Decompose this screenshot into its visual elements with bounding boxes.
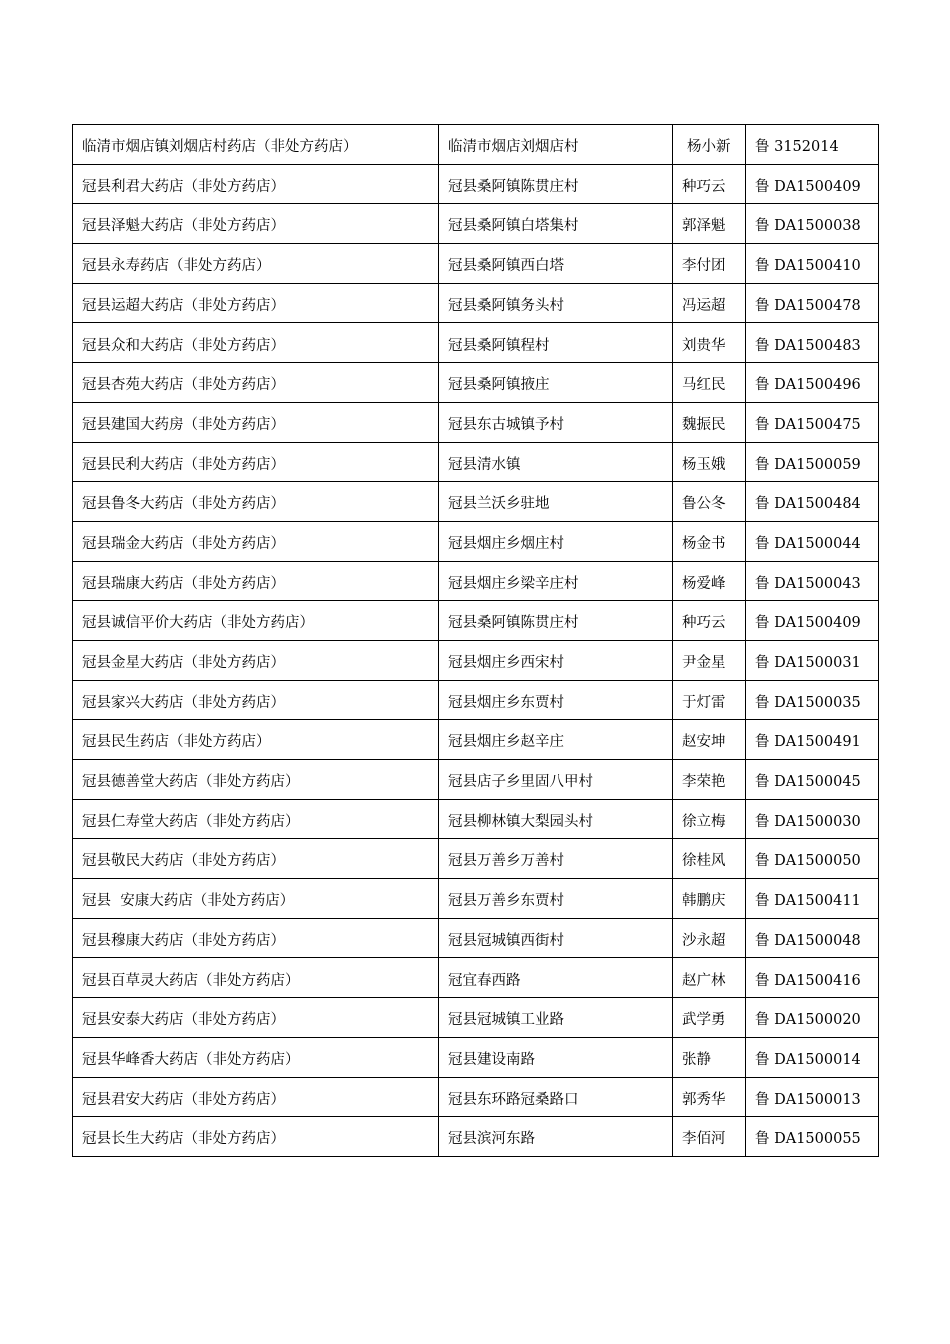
- address-cell: 冠县兰沃乡驻地: [439, 482, 673, 522]
- table-row: [73, 720, 879, 760]
- address-cell: 冠宜春西路: [439, 958, 673, 998]
- pharmacy-name-cell: 冠县建国大药房（非处方药店）: [73, 402, 439, 442]
- table-row: [73, 640, 879, 680]
- responsible-person-cell: 杨玉娥: [673, 442, 746, 482]
- table-row: [73, 323, 879, 363]
- license-number-cell: 鲁 DA1500484: [746, 482, 879, 522]
- table-row: [73, 680, 879, 720]
- address-cell: 冠县滨河东路: [439, 1117, 673, 1157]
- pharmacy-name-cell: 冠县瑞金大药店（非处方药店）: [73, 521, 439, 561]
- responsible-person-cell: 赵安坤: [673, 720, 746, 760]
- responsible-person-cell: 于灯雷: [673, 680, 746, 720]
- license-number-cell: 鲁 DA1500044: [746, 521, 879, 561]
- table-row: [73, 839, 879, 879]
- pharmacy-name-cell: 冠县家兴大药店（非处方药店）: [73, 680, 439, 720]
- license-number-cell: 鲁 DA1500483: [746, 323, 879, 363]
- pharmacy-name-cell: 冠县民利大药店（非处方药店）: [73, 442, 439, 482]
- pharmacy-name-cell: 冠县杏苑大药店（非处方药店）: [73, 363, 439, 403]
- table-row: [73, 244, 879, 284]
- license-number-cell: 鲁 DA1500409: [746, 601, 879, 641]
- license-number-cell: 鲁 DA1500475: [746, 402, 879, 442]
- address-cell: 冠县清水镇: [439, 442, 673, 482]
- responsible-person-cell: 尹金星: [673, 640, 746, 680]
- pharmacy-table: [72, 124, 879, 1157]
- pharmacy-name-cell: 冠县长生大药店（非处方药店）: [73, 1117, 439, 1157]
- address-cell: 冠县万善乡东贾村: [439, 879, 673, 919]
- table-row: [73, 1077, 879, 1117]
- address-cell: 冠县桑阿镇陈贯庄村: [439, 601, 673, 641]
- table-row: [73, 561, 879, 601]
- responsible-person-cell: 李付团: [673, 244, 746, 284]
- pharmacy-name-cell: 冠县利君大药店（非处方药店）: [73, 164, 439, 204]
- responsible-person-cell: 郭秀华: [673, 1077, 746, 1117]
- table-row: [73, 521, 879, 561]
- address-cell: 冠县建设南路: [439, 1037, 673, 1077]
- table-row: [73, 601, 879, 641]
- pharmacy-name-cell: 冠县德善堂大药店（非处方药店）: [73, 760, 439, 800]
- license-number-cell: 鲁 DA1500050: [746, 839, 879, 879]
- address-cell: 冠县万善乡万善村: [439, 839, 673, 879]
- license-number-cell: 鲁 DA1500043: [746, 561, 879, 601]
- table-row: [73, 958, 879, 998]
- responsible-person-cell: 冯运超: [673, 283, 746, 323]
- license-number-cell: 鲁 DA1500491: [746, 720, 879, 760]
- pharmacy-name-cell: 冠县穆康大药店（非处方药店）: [73, 918, 439, 958]
- table-row: [73, 402, 879, 442]
- table-row: [73, 998, 879, 1038]
- responsible-person-cell: 徐立梅: [673, 799, 746, 839]
- pharmacy-name-cell: 冠县运超大药店（非处方药店）: [73, 283, 439, 323]
- address-cell: 冠县烟庄乡西宋村: [439, 640, 673, 680]
- responsible-person-cell: 种巧云: [673, 601, 746, 641]
- pharmacy-name-cell: 冠县华峰香大药店（非处方药店）: [73, 1037, 439, 1077]
- license-number-cell: 鲁 DA1500030: [746, 799, 879, 839]
- address-cell: 冠县桑阿镇掖庄: [439, 363, 673, 403]
- table-row: [73, 125, 879, 165]
- address-cell: 冠县冠城镇西街村: [439, 918, 673, 958]
- pharmacy-name-cell: 冠县民生药店（非处方药店）: [73, 720, 439, 760]
- pharmacy-name-cell: 临清市烟店镇刘烟店村药店（非处方药店）: [73, 125, 439, 165]
- license-number-cell: 鲁 DA1500014: [746, 1037, 879, 1077]
- responsible-person-cell: 徐桂风: [673, 839, 746, 879]
- pharmacy-name-cell: 冠县安泰大药店（非处方药店）: [73, 998, 439, 1038]
- license-number-cell: 鲁 DA1500013: [746, 1077, 879, 1117]
- license-number-cell: 鲁 DA1500409: [746, 164, 879, 204]
- responsible-person-cell: 张静: [673, 1037, 746, 1077]
- pharmacy-name-cell: 冠县百草灵大药店（非处方药店）: [73, 958, 439, 998]
- address-cell: 冠县烟庄乡烟庄村: [439, 521, 673, 561]
- pharmacy-name-cell: 冠县金星大药店（非处方药店）: [73, 640, 439, 680]
- address-cell: 冠县桑阿镇务头村: [439, 283, 673, 323]
- pharmacy-name-cell: 冠县泽魁大药店（非处方药店）: [73, 204, 439, 244]
- responsible-person-cell: 沙永超: [673, 918, 746, 958]
- address-cell: 冠县烟庄乡赵辛庄: [439, 720, 673, 760]
- license-number-cell: 鲁 DA1500048: [746, 918, 879, 958]
- responsible-person-cell: 杨爱峰: [673, 561, 746, 601]
- address-cell: 冠县烟庄乡梁辛庄村: [439, 561, 673, 601]
- responsible-person-cell: 赵广林: [673, 958, 746, 998]
- address-cell: 冠县桑阿镇白塔集村: [439, 204, 673, 244]
- table-row: [73, 283, 879, 323]
- address-cell: 临清市烟店刘烟店村: [439, 125, 673, 165]
- pharmacy-name-cell: 冠县众和大药店（非处方药店）: [73, 323, 439, 363]
- pharmacy-name-cell: 冠县瑞康大药店（非处方药店）: [73, 561, 439, 601]
- license-number-cell: 鲁 DA1500059: [746, 442, 879, 482]
- address-cell: 冠县桑阿镇陈贯庄村: [439, 164, 673, 204]
- table-row: [73, 442, 879, 482]
- table-row: [73, 164, 879, 204]
- address-cell: 冠县东古城镇予村: [439, 402, 673, 442]
- responsible-person-cell: 武学勇: [673, 998, 746, 1038]
- pharmacy-name-cell: 冠县君安大药店（非处方药店）: [73, 1077, 439, 1117]
- license-number-cell: 鲁 DA1500035: [746, 680, 879, 720]
- pharmacy-name-cell: 冠县敬民大药店（非处方药店）: [73, 839, 439, 879]
- responsible-person-cell: 马红民: [673, 363, 746, 403]
- responsible-person-cell: 杨小新: [673, 125, 746, 165]
- license-number-cell: 鲁 DA1500020: [746, 998, 879, 1038]
- responsible-person-cell: 郭泽魁: [673, 204, 746, 244]
- license-number-cell: 鲁 DA1500045: [746, 760, 879, 800]
- address-cell: 冠县柳林镇大梨园头村: [439, 799, 673, 839]
- pharmacy-name-cell: 冠县诚信平价大药店（非处方药店）: [73, 601, 439, 641]
- table-row: [73, 363, 879, 403]
- pharmacy-name-cell: 冠县 安康大药店（非处方药店）: [73, 879, 439, 919]
- address-cell: 冠县店子乡里固八甲村: [439, 760, 673, 800]
- table-row: [73, 799, 879, 839]
- license-number-cell: 鲁 DA1500410: [746, 244, 879, 284]
- license-number-cell: 鲁 DA1500478: [746, 283, 879, 323]
- pharmacy-name-cell: 冠县鲁冬大药店（非处方药店）: [73, 482, 439, 522]
- responsible-person-cell: 种巧云: [673, 164, 746, 204]
- responsible-person-cell: 刘贵华: [673, 323, 746, 363]
- table-row: [73, 204, 879, 244]
- table-row: [73, 1037, 879, 1077]
- responsible-person-cell: 杨金书: [673, 521, 746, 561]
- pharmacy-name-cell: 冠县永寿药店（非处方药店）: [73, 244, 439, 284]
- responsible-person-cell: 韩鹏庆: [673, 879, 746, 919]
- responsible-person-cell: 李荣艳: [673, 760, 746, 800]
- table-row: [73, 1117, 879, 1157]
- address-cell: 冠县桑阿镇西白塔: [439, 244, 673, 284]
- pharmacy-name-cell: 冠县仁寿堂大药店（非处方药店）: [73, 799, 439, 839]
- license-number-cell: 鲁 DA1500411: [746, 879, 879, 919]
- license-number-cell: 鲁 DA1500031: [746, 640, 879, 680]
- responsible-person-cell: 李佰河: [673, 1117, 746, 1157]
- table-body: [73, 125, 879, 1157]
- address-cell: 冠县东环路冠桑路口: [439, 1077, 673, 1117]
- license-number-cell: 鲁 DA1500055: [746, 1117, 879, 1157]
- address-cell: 冠县冠城镇工业路: [439, 998, 673, 1038]
- responsible-person-cell: 鲁公冬: [673, 482, 746, 522]
- address-cell: 冠县桑阿镇程村: [439, 323, 673, 363]
- responsible-person-cell: 魏振民: [673, 402, 746, 442]
- license-number-cell: 鲁 DA1500038: [746, 204, 879, 244]
- table-row: [73, 760, 879, 800]
- table-row: [73, 918, 879, 958]
- license-number-cell: 鲁 DA1500416: [746, 958, 879, 998]
- table-row: [73, 482, 879, 522]
- table-row: [73, 879, 879, 919]
- license-number-cell: 鲁 DA1500496: [746, 363, 879, 403]
- address-cell: 冠县烟庄乡东贾村: [439, 680, 673, 720]
- license-number-cell: 鲁 3152014: [746, 125, 879, 165]
